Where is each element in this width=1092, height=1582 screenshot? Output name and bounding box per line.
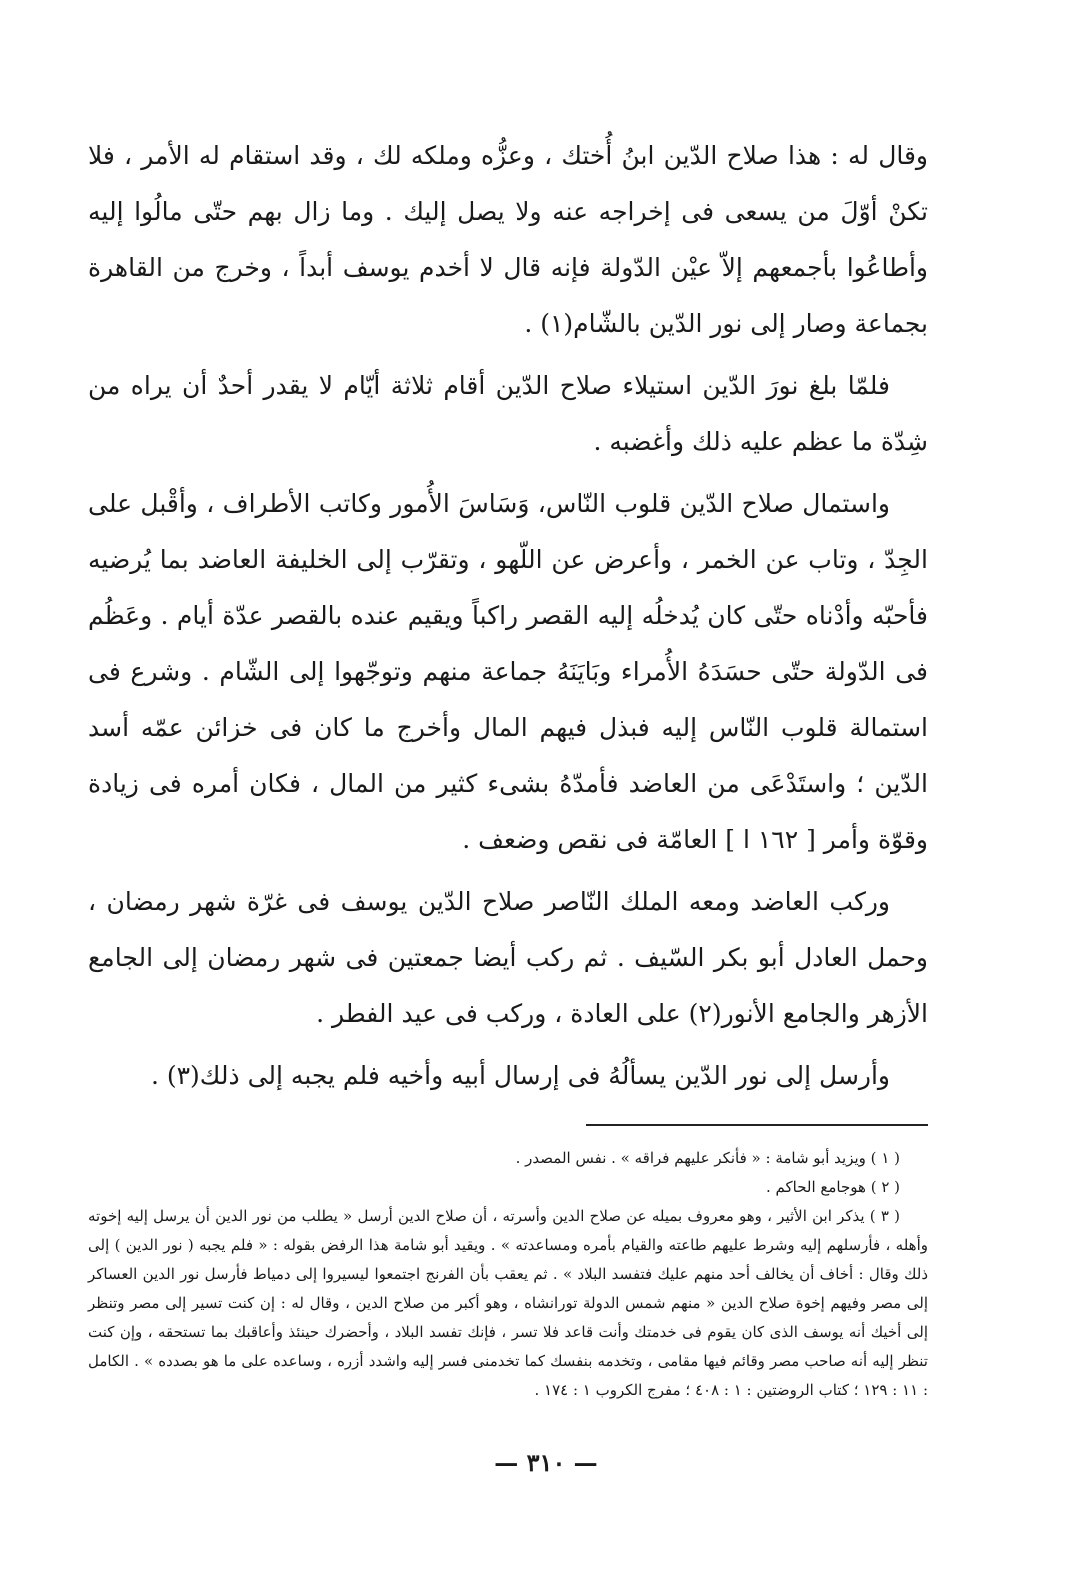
paragraph-3: واستمال صلاح الدّين قلوب النّاس، وَسَاسَ الأُمور وكاتب الأطراف ، وأقْبل على الجِدّ ، وتاب عن الخمر ، وأعرض عن اللّهو ، وتقرّب إلى الخليفة العاضد بما يُرضيه فأحبّه وأدْناه حتّى كان يُدخلُه إليه القصر راكباً ويقيم عنده بالقصر عدّة أيام . وعَظُم فى الدّولة حتّى حسَدَهُ الأُمراء وبَايَنَهُ جماعة منهم وتوجّهوا إلى الشّام . وشرع فى استمالة قلوب النّاس إليه فبذل فيهم المال وأخرج ما كان فى خزائن عمّه أسد الدّين ؛ واستَدْعَى من العاضد فأمدّهُ بشىء كثير من المال ، فكان أمره فى زيادة وقوّة وأمر [ ١٦٢ ا ] العامّة فى نقص وضعف . <box>88 489 928 854</box>
footnote-2: ( ٢ ) هوجامع الحاكم . <box>765 1178 900 1196</box>
document-page <box>88 128 928 1568</box>
footnote-1: ( ١ ) ويزيد أبو شامة : « فأنكر عليهم فراقه » . نفس المصدر . <box>515 1149 900 1167</box>
footnote-3: ( ٣ ) يذكر ابن الأثير ، وهو معروف بميله عن صلاح الدين وأسرته ، أن صلاح الدين أرسل « يطلب من نور الدين أن يرسل إليه إخوته وأهله ، فأرسلهم إليه وشرط عليهم طاعته والقيام بأمره ومساعدته » . ويقيد أبو شامة هذا الرفض بقوله : « فلم يجبه ( نور الدين ) إلى ذلك وقال : أخاف أن يخالف أحد منهم عليك فتفسد البلاد » . ثم يعقب بأن الفرنج اجتمعوا ليسيروا إلى دمياط فأرسل نور الدين العساكر إلى مصر وفيهم إخوة صلاح الدين « منهم شمس الدولة تورانشاه ، وهو أكبر من صلاح الدين ، وقال له : إن كنت تسير إلى مصر وتنظر إلى أخيك أنه يوسف الذى كان يقوم فى خدمتك وأنت قاعد فلا تسر ، فإنك تفسد البلاد ، وأحضرك حينئذ وأعاقبك بما تستحقه ، وإن كنت تنظر إليه أنه صاحب مصر وقائم فيها مقامى ، وتخدمه بنفسك كما تخدمنى فسر إليه واشدد أزره ، وساعده على ما هو بصدده » . الكامل : ١١ : ١٢٩ ؛ كتاب الروضتين : ١ : ٤٠٨ ؛ مفرج الكروب ١ : ١٧٤ . <box>88 1207 928 1399</box>
footnotes <box>88 1144 928 1405</box>
footnote-divider <box>586 1124 928 1126</box>
paragraph-1: وقال له : هذا صلاح الدّين ابنُ أُختك ، وعزُّه وملكه لك ، وقد استقام له الأمر ، فلا تكنْ أوّلَ من يسعى فى إخراجه عنه ولا يصل إليك . وما زال بهم حتّى مالُوا إليه وأطاعُوا بأجمعهم إلاّ عيْن الدّولة فإنه قال لا أخدم يوسف أبداً ، وخرج من القاهرة بجماعة وصار إلى نور الدّين بالشّام(١) . <box>88 141 928 338</box>
page-number: — ٣١٠ — <box>494 1448 598 1477</box>
paragraph-4: وركب العاضد ومعه الملك النّاصر صلاح الدّين يوسف فى غرّة شهر رمضان ، وحمل العادل أبو بكر السّيف . ثم ركب أيضا جمعتين فى شهر رمضان إلى الجامع الأزهر والجامع الأنور(٢) على العادة ، وركب فى عيد الفطر . <box>88 887 928 1028</box>
main-text <box>88 128 928 1104</box>
paragraph-2: فلمّا بلغ نورَ الدّين استيلاء صلاح الدّين أقام ثلاثة أيّام لا يقدر أحدٌ أن يراه من شِدّة ما عظم عليه ذلك وأغضبه . <box>88 371 928 456</box>
paragraph-5: وأرسل إلى نور الدّين يسألُهُ فى إرسال أبيه وأخيه فلم يجبه إلى ذلك(٣) . <box>150 1061 890 1090</box>
